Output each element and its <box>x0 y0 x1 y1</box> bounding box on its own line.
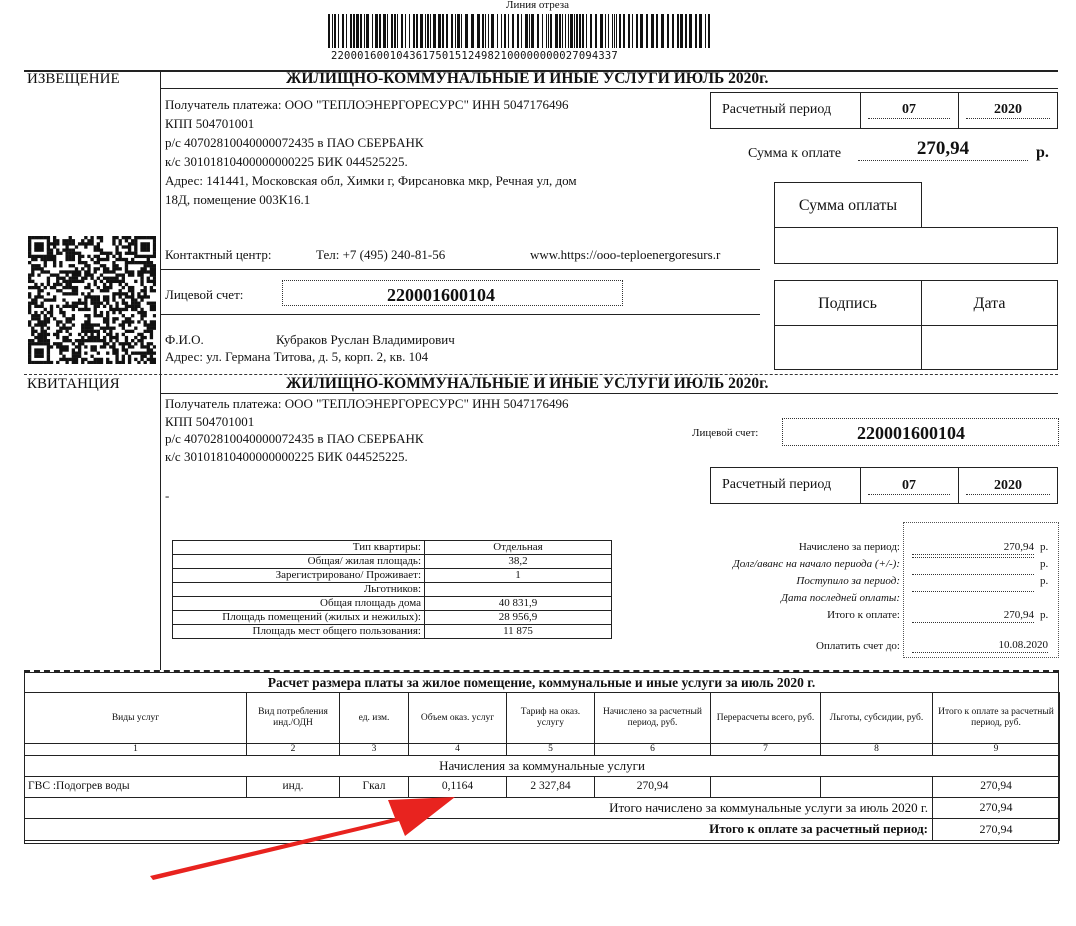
column-header: Перерасчеты всего, руб. <box>710 692 821 744</box>
receipt-dash: - <box>165 488 170 503</box>
apartment-row <box>173 597 612 611</box>
column-number: 5 <box>506 743 595 756</box>
receipt-recipient <box>165 395 569 465</box>
contact-website-text: www.https://ooo-teploenergoresurs.r <box>530 247 721 262</box>
recipient-line: КПП 504701001 <box>165 116 255 131</box>
receipt-side-label: КВИТАНЦИЯ <box>27 376 120 392</box>
summary-label: Начислено за период: <box>798 541 900 553</box>
receipt-period-year: 2020 <box>966 478 1050 495</box>
apartment-value: 28 956,9 <box>425 611 612 625</box>
summary-unit: р. <box>1040 541 1049 553</box>
apartment-label: Площадь мест общего пользования: <box>173 625 425 639</box>
sum-value: 270,94 <box>858 138 1028 161</box>
signature-field[interactable] <box>775 326 920 369</box>
apartment-row <box>173 611 612 625</box>
column-header: Льготы, субсидии, руб. <box>820 692 933 744</box>
receipt-account-label: Лицевой счет: <box>692 427 759 439</box>
table-cell: 0,1164 <box>408 776 507 798</box>
summary-value <box>912 557 1034 558</box>
column-header: Объем оказ. услуг <box>408 692 507 744</box>
apartment-row <box>173 569 612 583</box>
table-cell: ГВС :Подогрев воды <box>24 776 247 798</box>
column-number: 1 <box>24 743 247 756</box>
summary-label: Долг/аванс на начало периода (+/-): <box>732 558 900 570</box>
total-services-value: 270,94 <box>932 797 1060 819</box>
summary-label: Поступило за период: <box>796 575 900 587</box>
column-number: 2 <box>246 743 340 756</box>
account-number: 220001600104 <box>387 285 495 305</box>
calc-table-title: Расчет размера платы за жилое помещение, коммунальные и иные услуги за июль 2020 г. <box>267 675 816 690</box>
total-pay-value: 270,94 <box>932 818 1060 841</box>
recipient-line: КПП 504701001 <box>165 413 255 429</box>
apartment-info-table <box>172 540 612 639</box>
summary-value: 270,94 <box>912 608 1034 623</box>
apartment-value: 40 831,9 <box>425 597 612 611</box>
barcode <box>326 14 716 54</box>
receipt-title: ЖИЛИЩНО-КОММУНАЛЬНЫЕ И ИНЫЕ УСЛУГИ ИЮЛЬ 2020г. <box>286 375 769 392</box>
recipient-line: Получатель платежа: ООО "ТЕПЛОЭНЕРГОРЕСУРС" ИНН 5047176496 <box>165 97 569 112</box>
apartment-label: Тип квартиры: <box>173 541 425 555</box>
summary-label: Итого к оплате: <box>827 609 900 621</box>
summary-unit: р. <box>1040 609 1049 621</box>
apartment-label: Общая площадь дома <box>173 597 425 611</box>
apartment-label: Общая/ жилая площадь: <box>173 555 425 569</box>
account-label: Лицевой счет: <box>165 287 244 302</box>
recipient-line: р/с 40702810040000072435 в ПАО СБЕРБАНК <box>165 135 424 150</box>
summary-unit: р. <box>1040 575 1049 587</box>
table-cell: 2 327,84 <box>506 776 595 798</box>
pay-until-date: 10.08.2020 <box>912 639 1048 653</box>
column-number: 7 <box>710 743 821 756</box>
payment-sum-field[interactable] <box>774 227 1058 264</box>
column-number: 3 <box>339 743 409 756</box>
apartment-row <box>173 541 612 555</box>
apartment-row <box>173 583 612 597</box>
contact-website <box>530 247 756 262</box>
payer-address: Адрес: ул. Германа Титова, д. 5, корп. 2, кв. 104 <box>165 349 429 364</box>
table-cell: инд. <box>246 776 340 798</box>
contact-phone: Тел: +7 (495) 240-81-56 <box>316 247 446 262</box>
apartment-value: 38,2 <box>425 555 612 569</box>
date-label: Дата <box>973 295 1006 312</box>
table-cell <box>820 776 933 798</box>
total-services-label: Итого начислено за коммунальные услуги за июль 2020 г. <box>24 797 933 819</box>
column-header: ед. изм. <box>339 692 409 744</box>
cut-line-label: Линия отреза <box>506 0 569 11</box>
summary-value: 270,94 <box>912 540 1034 555</box>
table-cell: 270,94 <box>932 776 1060 798</box>
apartment-value: 1 <box>425 569 612 583</box>
recipient-line: р/с 40702810040000072435 в ПАО СБЕРБАНК <box>165 431 424 446</box>
recipient-line: к/с 30101810400000000225 БИК 044525225. <box>165 154 408 169</box>
column-header: Итого к оплате за расчетный период, руб. <box>932 692 1060 744</box>
column-number: 9 <box>932 743 1060 756</box>
recipient-line: Адрес: 141441, Московская обл, Химки г, Фирсановка мкр, Речная ул, дом <box>165 173 577 188</box>
notice-recipient <box>165 95 577 209</box>
recipient-line: к/с 30101810400000000225 БИК 044525225. <box>165 448 408 464</box>
column-number: 6 <box>594 743 711 756</box>
summary-label: Дата последней оплаты: <box>780 592 900 604</box>
column-header: Вид потребления инд./ОДН <box>246 692 340 744</box>
apartment-label: Зарегистрировано/ Проживает: <box>173 569 425 583</box>
column-header: Тариф на оказ. услугу <box>506 692 595 744</box>
fio-label: Ф.И.О. <box>165 332 204 347</box>
apartment-value: Отдельная <box>425 541 612 555</box>
signature-label: Подпись <box>818 295 877 312</box>
table-cell <box>710 776 821 798</box>
column-header: Начислено за расчетный период, руб. <box>594 692 711 744</box>
period-year: 2020 <box>966 102 1050 119</box>
apartment-label: Льготников: <box>173 583 425 597</box>
period-label: Расчетный период <box>722 102 832 117</box>
section-title: Начисления за коммунальные услуги <box>24 755 1060 777</box>
recipient-line: Получатель платежа: ООО "ТЕПЛОЭНЕРГОРЕСУРС" ИНН 5047176496 <box>165 396 569 411</box>
notice-side-label: ИЗВЕЩЕНИЕ <box>27 71 120 87</box>
sum-label: Сумма к оплате <box>748 146 842 161</box>
notice-title: ЖИЛИЩНО-КОММУНАЛЬНЫЕ И ИНЫЕ УСЛУГИ ИЮЛЬ 2020г. <box>286 70 769 87</box>
apartment-label: Площадь помещений (жилых и нежилых): <box>173 611 425 625</box>
receipt-period-month: 07 <box>868 478 950 495</box>
contact-label: Контактный центр: <box>165 247 272 262</box>
date-field[interactable] <box>922 326 1057 369</box>
column-header: Виды услуг <box>24 692 247 744</box>
pay-until-label: Оплатить счет до: <box>816 640 900 652</box>
summary-unit: р. <box>1040 558 1049 570</box>
apartment-value: 11 875 <box>425 625 612 639</box>
apartment-row <box>173 555 612 569</box>
barcode-number: 22000160010436175015124982100000000027094337 <box>331 50 618 62</box>
summary-value <box>912 574 1034 575</box>
summary-value <box>912 591 1034 592</box>
sum-unit: р. <box>1036 144 1049 161</box>
qr-code <box>28 236 156 364</box>
column-number: 8 <box>820 743 933 756</box>
period-month: 07 <box>868 102 950 119</box>
table-cell: Гкал <box>339 776 409 798</box>
apartment-row <box>173 625 612 639</box>
receipt-account-number: 220001600104 <box>857 423 965 443</box>
receipt-period-label: Расчетный период <box>722 477 832 492</box>
column-number: 4 <box>408 743 507 756</box>
recipient-line: 18Д, помещение 003К16.1 <box>165 192 311 207</box>
payment-sum-label: Сумма оплаты <box>798 197 898 214</box>
table-cell: 270,94 <box>594 776 711 798</box>
total-pay-label: Итого к оплате за расчетный период: <box>24 818 933 841</box>
payer-name: Кубраков Руслан Владимирович <box>276 332 455 347</box>
